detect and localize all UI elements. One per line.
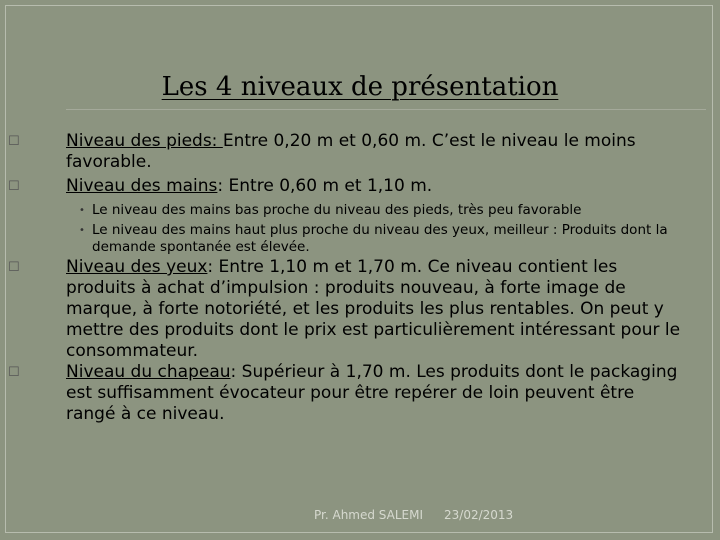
dot-bullet-icon: • xyxy=(79,225,85,236)
sub-bullet-mains-haut xyxy=(79,222,682,256)
slide-title: Les 4 niveaux de présentation xyxy=(161,72,559,102)
bullet-niveau-mains xyxy=(8,176,688,197)
bullet-text: : Entre 1,10 m et 1,70 m. Ce niveau contient les produits à achat d’impulsion : produits nouveau, à forte image de marque, à forte notoriété, et les produits les plus rentables. On peut y mettre des produits dont le prix est particulièrement intéressant pour le consommateur. xyxy=(66,257,681,361)
square-bullet-icon: ☐ xyxy=(8,134,20,149)
bullet-lead: Niveau du chapeau xyxy=(66,362,231,382)
bullet-lead: Niveau des mains xyxy=(66,176,218,196)
bullet-text: : Supérieur à 1,70 m. Les produits dont le packaging est suffisamment évocateur pour être repérer de loin peuvent être rangé à ce niveau. xyxy=(66,362,678,424)
dot-bullet-icon: • xyxy=(79,205,85,216)
sub-bullet-text: Le niveau des mains bas proche du niveau des pieds, très peu favorable xyxy=(92,202,582,218)
sub-bullet-mains-bas xyxy=(79,202,682,219)
bullet-text: Entre 0,20 m et 0,60 m. C’est le niveau le moins favorable. xyxy=(66,131,636,172)
square-bullet-icon: ☐ xyxy=(8,365,20,380)
bullet-text: : Entre 0,60 m et 1,10 m. xyxy=(217,176,433,196)
bullet-lead: Niveau des yeux xyxy=(66,257,208,277)
square-bullet-icon: ☐ xyxy=(8,179,20,194)
footer-date: 23/02/2013 xyxy=(444,508,514,522)
bullet-lead: Niveau des pieds: xyxy=(66,131,223,151)
bullet-niveau-pieds xyxy=(8,131,688,173)
footer-author: Pr. Ahmed SALEMI xyxy=(314,508,424,522)
title-divider xyxy=(66,109,706,110)
bullet-niveau-yeux xyxy=(8,257,688,362)
square-bullet-icon: ☐ xyxy=(8,260,20,275)
bullet-niveau-chapeau xyxy=(8,362,688,425)
sub-bullet-text: Le niveau des mains haut plus proche du niveau des yeux, meilleur : Produits dont la demande spontanée est élevée. xyxy=(92,222,668,255)
